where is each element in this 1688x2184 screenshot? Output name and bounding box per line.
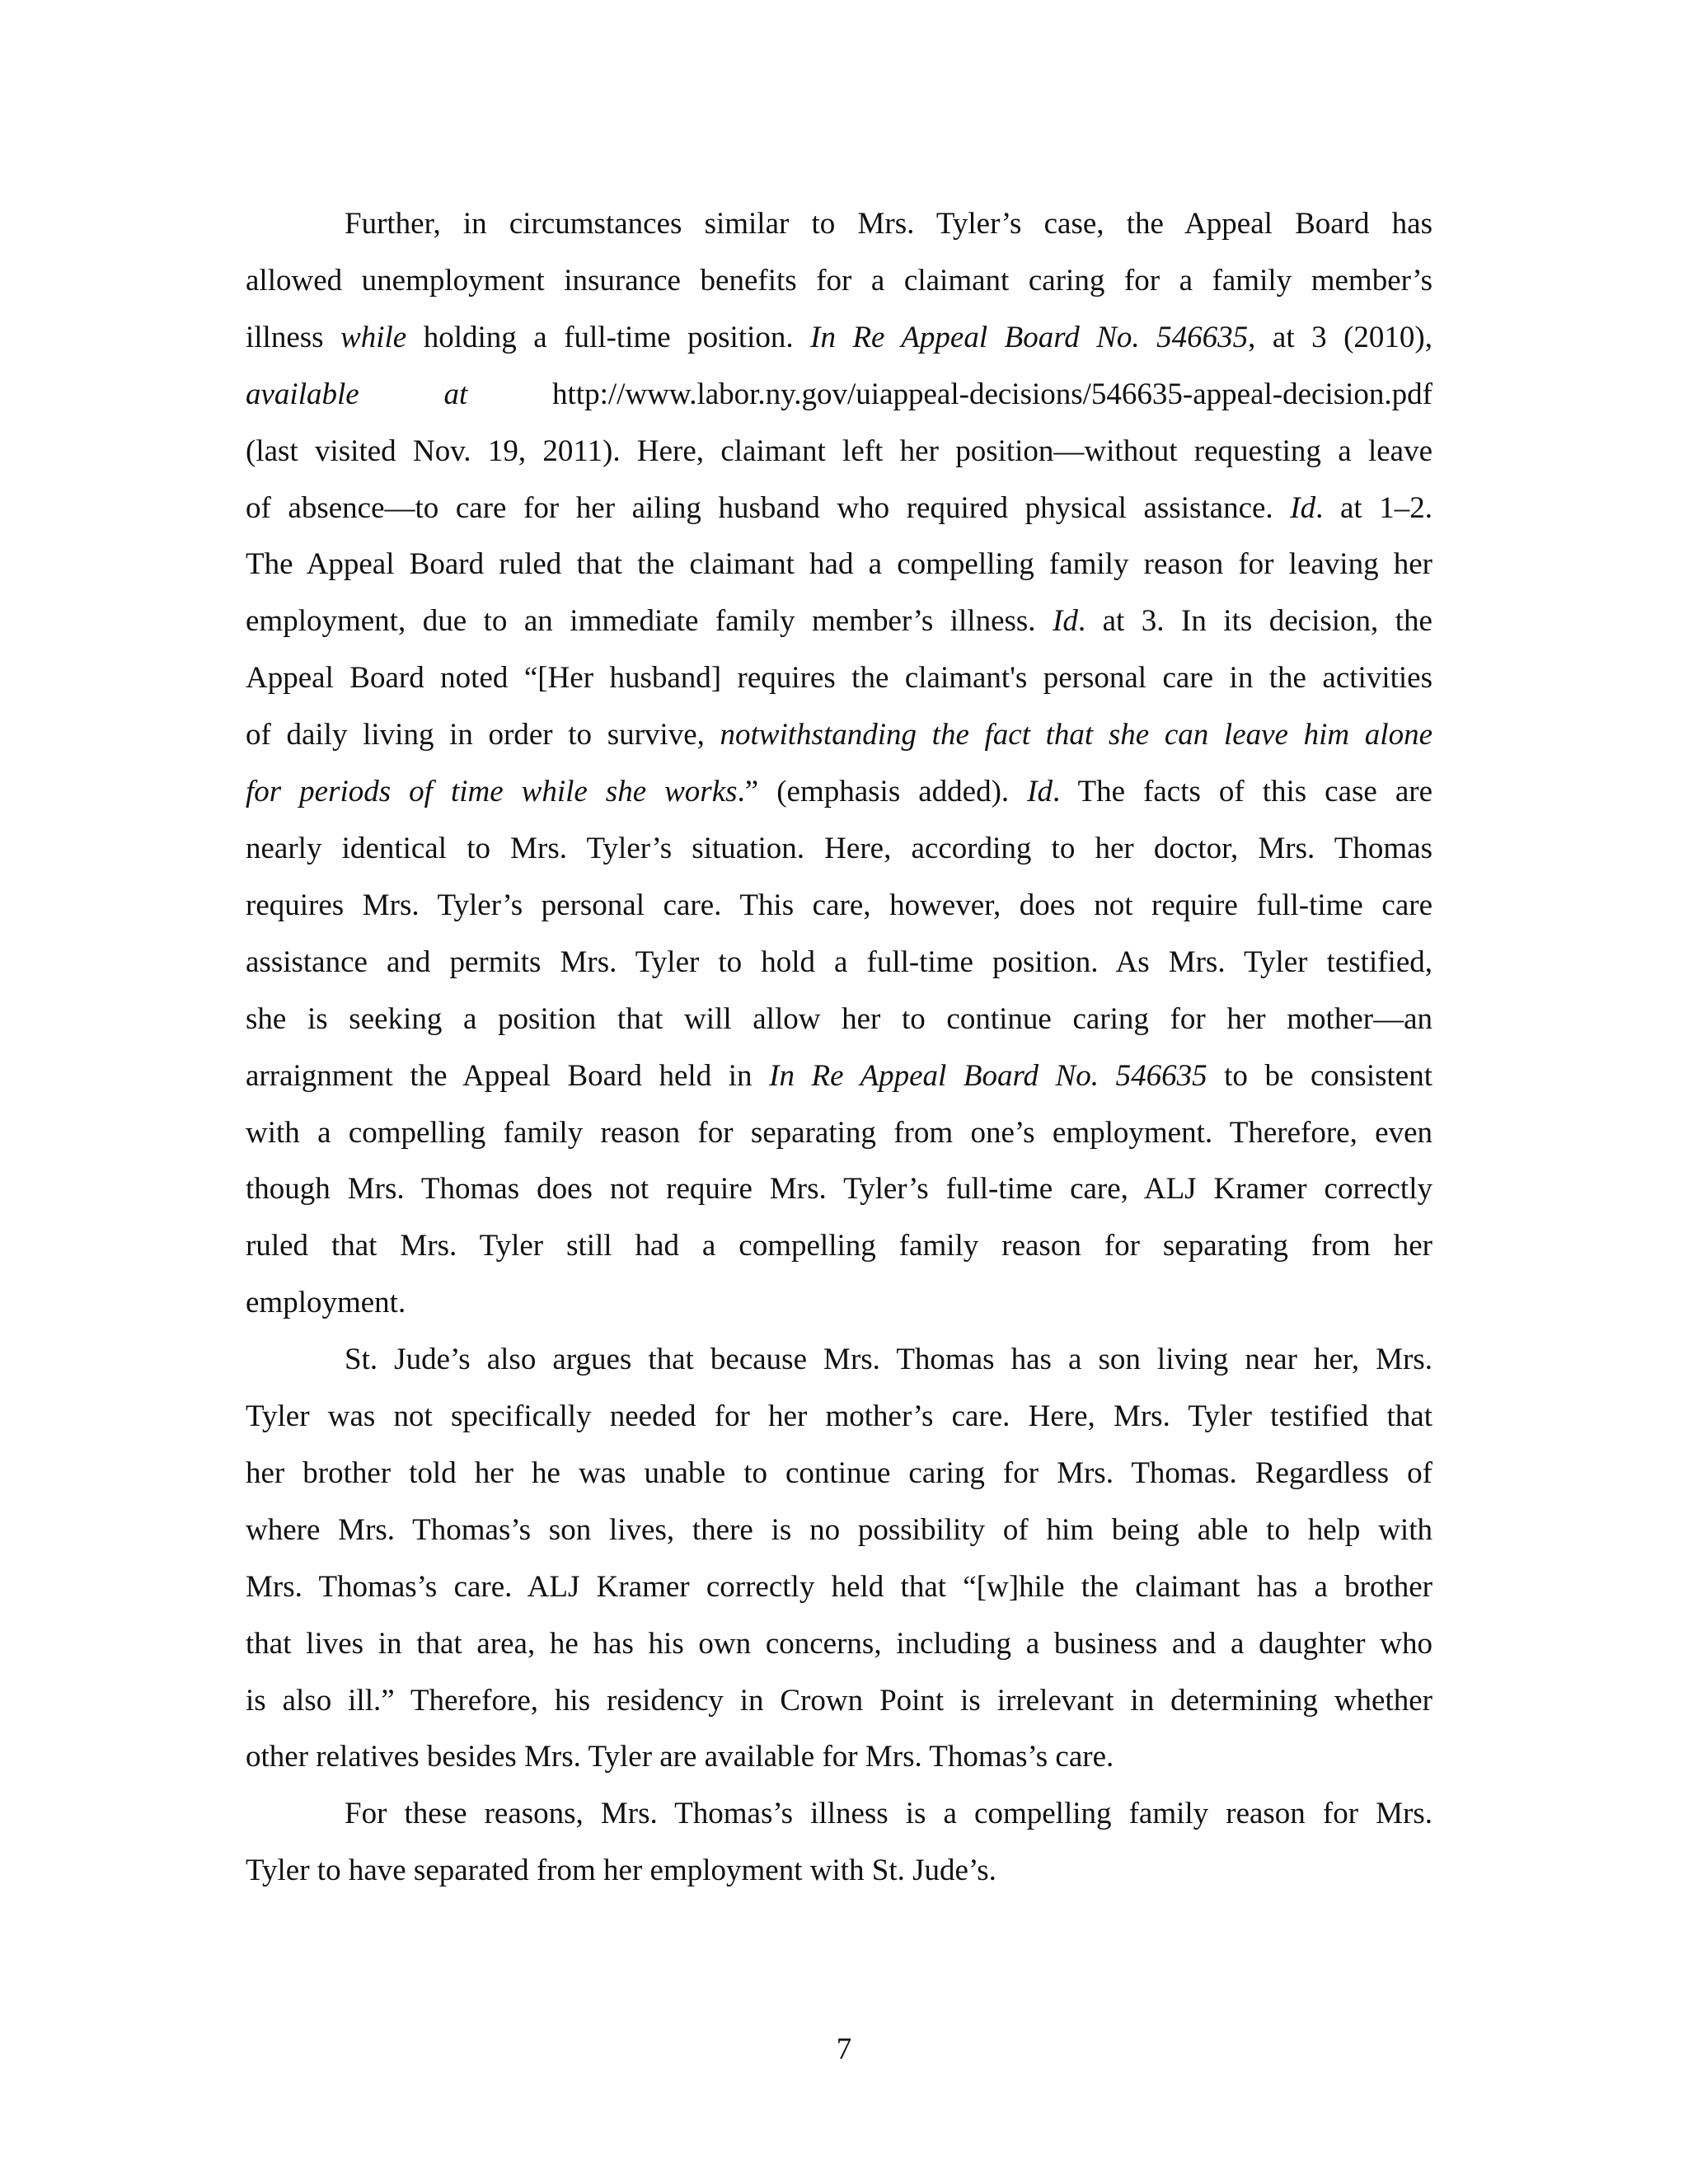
text-run: her brother told her he was unable to continue caring for Mrs. Thomas. Regardless of bbox=[246, 1455, 1432, 1490]
text-run: holding a full-time position. bbox=[406, 320, 811, 354]
text-run: allowed unemployment insurance benefits for a claimant caring for a family member’s bbox=[246, 263, 1432, 298]
text-run: of daily living in order to survive, bbox=[246, 718, 720, 752]
text-run: assistance and permits Mrs. Tyler to hold a full-time position. As Mrs. Tyler testified, bbox=[246, 944, 1432, 979]
text-line bbox=[246, 878, 1432, 935]
text-line bbox=[246, 935, 1432, 991]
text-line bbox=[246, 1843, 1432, 1900]
text-run: to be consistent bbox=[1207, 1058, 1432, 1093]
text-run: , at 3 (2010), bbox=[1248, 320, 1432, 354]
text-run: http://www.labor.ny.gov/uiappeal-decisions/546635-appeal-decision.pdf bbox=[467, 377, 1432, 411]
text-line bbox=[246, 1786, 1432, 1843]
text-run: Mrs. Thomas’s care. ALJ Kramer correctly held that “[w]hile the claimant has a brother bbox=[246, 1569, 1432, 1604]
text-run: though Mrs. Thomas does not require Mrs. Tyler’s full-time care, ALJ Kramer correctly bbox=[246, 1172, 1432, 1207]
text-run: (last visited Nov. 19, 2011). Here, claimant left her position—without requesting a leave bbox=[246, 434, 1432, 468]
italic-text-run: Id bbox=[1290, 490, 1316, 525]
text-line bbox=[246, 424, 1432, 480]
text-line bbox=[246, 1729, 1432, 1786]
text-run: where Mrs. Thomas’s son lives, there is no possibility of him being able to help with bbox=[246, 1512, 1432, 1547]
text-run: nearly identical to Mrs. Tyler’s situation. Here, according to her doctor, Mrs. Thomas bbox=[246, 831, 1432, 865]
text-line bbox=[246, 196, 1432, 253]
text-line bbox=[246, 253, 1432, 310]
italic-text-run: Id bbox=[1053, 604, 1078, 639]
text-run: other relatives besides Mrs. Tyler are available for Mrs. Thomas’s care. bbox=[246, 1740, 1114, 1774]
text-run: of absence—to care for her ailing husband who required physical assistance. bbox=[246, 490, 1291, 525]
text-line bbox=[246, 1502, 1432, 1559]
italic-text-run: In Re Appeal Board No. 546635 bbox=[810, 320, 1249, 354]
text-line bbox=[246, 991, 1432, 1048]
text-run: The Appeal Board ruled that the claimant had a compelling family reason for leaving her bbox=[246, 547, 1432, 582]
text-run: Further, in circumstances similar to Mrs. Tyler’s case, the Appeal Board has bbox=[345, 207, 1432, 241]
text-line bbox=[246, 367, 1432, 424]
text-line bbox=[246, 1105, 1432, 1162]
text-run: is also ill.” Therefore, his residency in Crown Point is irrelevant in determining whether bbox=[246, 1683, 1432, 1718]
text-line bbox=[246, 650, 1432, 707]
text-run: requires Mrs. Tyler’s personal care. This care, however, does not require full-time care bbox=[246, 888, 1432, 922]
text-line bbox=[246, 1616, 1432, 1673]
text-line bbox=[246, 1559, 1432, 1616]
italic-text-run: while bbox=[340, 320, 407, 354]
text-run: employment, due to an immediate family member’s illness. bbox=[246, 604, 1053, 639]
text-run: Tyler to have separated from her employment with St. Jude’s. bbox=[246, 1854, 996, 1888]
italic-text-run: for periods of time while she works bbox=[246, 775, 738, 809]
text-run: . at 1–2. bbox=[1315, 490, 1433, 525]
text-line bbox=[246, 707, 1432, 764]
text-line bbox=[246, 1446, 1432, 1502]
italic-text-run: notwithstanding the fact that she can leave him alone bbox=[720, 718, 1432, 752]
italic-text-run: In Re Appeal Board No. 546635 bbox=[769, 1058, 1207, 1093]
text-run: she is seeking a position that will allow her to continue caring for her mother—an bbox=[246, 1001, 1432, 1036]
text-run: . The facts of this case are bbox=[1052, 775, 1433, 809]
italic-text-run: available at bbox=[246, 377, 468, 411]
text-run: .” (emphasis added). bbox=[737, 775, 1028, 809]
text-line bbox=[246, 1275, 1432, 1332]
text-run: employment. bbox=[246, 1286, 406, 1320]
text-run: Tyler was not specifically needed for her mother’s care. Here, Mrs. Tyler testified that bbox=[246, 1399, 1432, 1434]
text-line bbox=[246, 310, 1432, 367]
text-line bbox=[246, 1218, 1432, 1275]
italic-text-run: Id bbox=[1027, 775, 1053, 809]
text-run: Appeal Board noted “[Her husband] requires the claimant's personal care in the activities bbox=[246, 661, 1432, 696]
text-line bbox=[246, 1048, 1432, 1105]
text-line bbox=[246, 764, 1432, 821]
text-run: For these reasons, Mrs. Thomas’s illness is a compelling family reason for Mrs. bbox=[345, 1797, 1432, 1831]
text-line bbox=[246, 1673, 1432, 1730]
text-line bbox=[246, 1161, 1432, 1218]
text-run: ruled that Mrs. Tyler still had a compelling family reason for separating from her bbox=[246, 1229, 1432, 1263]
text-run: illness bbox=[246, 320, 341, 354]
text-line bbox=[246, 593, 1432, 650]
text-run: with a compelling family reason for separating from one’s employment. Therefore, even bbox=[246, 1115, 1432, 1150]
text-run: arraignment the Appeal Board held in bbox=[246, 1058, 770, 1093]
text-line bbox=[246, 821, 1432, 878]
text-run: St. Jude’s also argues that because Mrs. Thomas has a son living near her, Mrs. bbox=[345, 1343, 1432, 1377]
body-text bbox=[246, 196, 1432, 1900]
text-line bbox=[246, 537, 1432, 593]
text-line bbox=[246, 1332, 1432, 1389]
text-run: that lives in that area, he has his own concerns, including a business and a daughter who bbox=[246, 1626, 1432, 1661]
text-line bbox=[246, 1389, 1432, 1446]
page-number: 7 bbox=[836, 2032, 852, 2066]
text-line bbox=[246, 480, 1432, 537]
text-run: . at 3. In its decision, the bbox=[1077, 604, 1432, 639]
